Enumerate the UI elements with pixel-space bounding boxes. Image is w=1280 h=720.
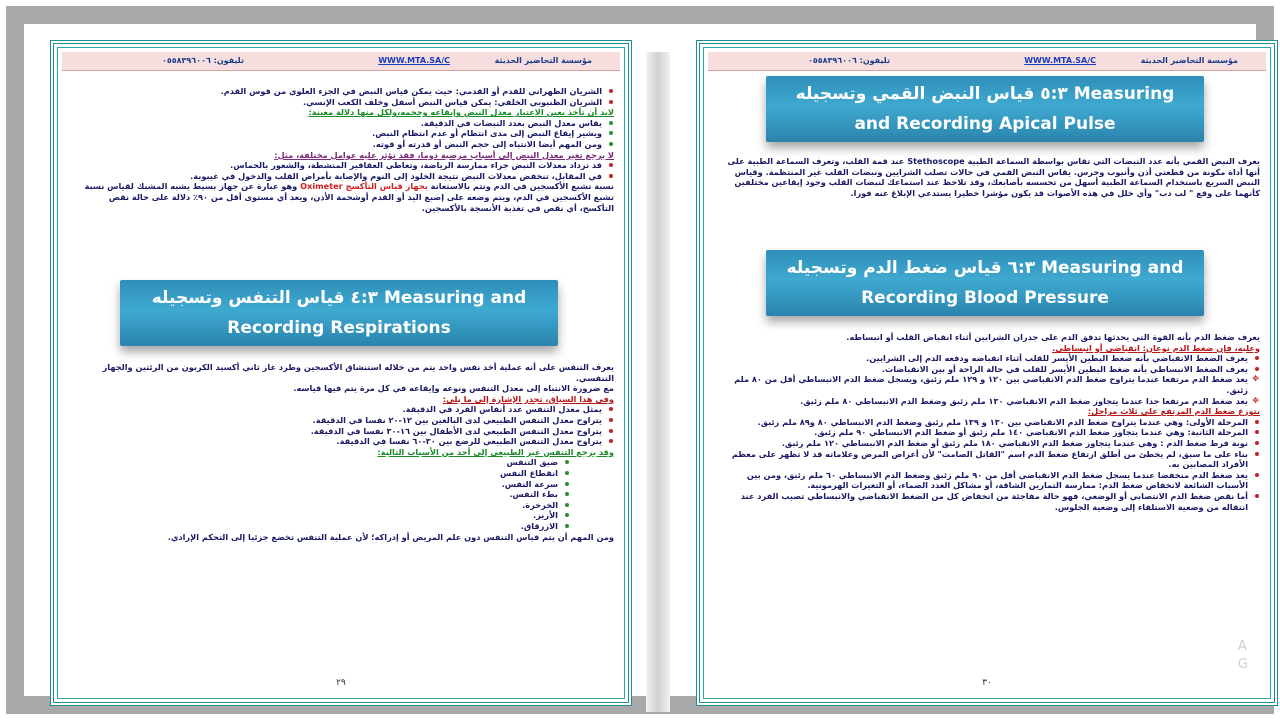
section-heading: وفي هذا السياق، تجدر الإشارة إلى ما يلي: bbox=[442, 393, 614, 404]
bp-high-list bbox=[718, 374, 1260, 406]
list-item: ✥ يعد ضغط الدم مرتفعا جدا عندما يتجاوز ضغط الدم الانقباضي ١٣٠ ملم زئبق وضغط الدم الانبساطي ٨٠ ملم زئبق. bbox=[718, 396, 1248, 407]
respirations-banner bbox=[120, 280, 558, 346]
list-item: يعرف الضغط الانبساطي بأنه ضغط البطين الأيسر للقلب في حالة الراحة أو بين الانقباضات. bbox=[718, 364, 1248, 375]
list-item: نوبة فرط ضغط الدم : وهي عندما يتجاوز ضغط الدم الانقباضي ١٨٠ ملم زئبق أو ضغط الدم الانبساطي ١٢٠ ملم زئبق. bbox=[718, 438, 1248, 449]
slide-canvas bbox=[24, 24, 1260, 696]
list-item: سرعة النفس. bbox=[72, 479, 558, 490]
list-item: الازرقاق. bbox=[72, 521, 558, 532]
list-item: بطء النفس. bbox=[72, 489, 558, 500]
page-number: ٣٠ bbox=[982, 678, 992, 688]
section-heading: لا يرجع تغير معدل النبض إلى أسباب مرضية دوما، فقد تؤثر عليه عوامل مختلفة، مثل: bbox=[274, 149, 614, 160]
apical-pulse-banner bbox=[766, 76, 1204, 142]
banner-line-1: ٦:٣ قياس ضغط الدم وتسجيله Measuring and bbox=[786, 258, 1184, 278]
list-item: الخرخرة. bbox=[72, 500, 558, 511]
bp-body bbox=[718, 332, 1260, 512]
arteries-list bbox=[72, 86, 614, 107]
slide-frame bbox=[6, 6, 1274, 714]
bp-definition: يعرف ضغط الدم بأنه القوة التي يحدثها تدفق الدم على جدران الشرايين أثناء انقباض القلب أو انبساطه. bbox=[846, 332, 1260, 342]
header-website[interactable]: WWW.MTA.SA/C bbox=[378, 56, 450, 65]
left-body-bottom bbox=[72, 362, 614, 542]
list-item: ✥ يعد ضغط الدم مرتفعا عندما يتراوح ضغط الدم الانقباضي بين ١٢٠ و ١٢٩ ملم زئبق، ويسجل ضغط الدم الانبساطي أقل من ٨٠ ملم زئبق. bbox=[718, 374, 1248, 395]
abnormal-list bbox=[72, 457, 614, 531]
banner-line-2: Recording Respirations bbox=[227, 318, 451, 338]
blood-pressure-banner bbox=[766, 250, 1204, 316]
list-item: في المقابل، تنخفض معدلات النبض نتيجة الخلود إلى النوم والإصابة بأمراض القلب والدخول في غيبوبة. bbox=[72, 171, 602, 182]
list-item: الشريان الظهراني للقدم أو القدمي: حيث يمكن قياس النبض في الجزء العلوي من قوس القدم. bbox=[72, 86, 602, 97]
page-header bbox=[708, 52, 1266, 71]
section-heading: وقد يرجع التنفس غير الطبيعي إلى أحد من الأسباب التالية: bbox=[377, 446, 614, 457]
bp-stages-list bbox=[718, 417, 1260, 512]
list-item: يتراوح معدل التنفس الطبيعي لدى البالغين بين ١٢-٢٠ نفسا في الدقيقة. bbox=[72, 415, 602, 426]
apical-paragraph: يعرف النبض القمي بأنه عدد النبضات التي تقاس بواسطة السماعة الطبية Stethoscope عند قمة القلب، وتعرف السماعة الطبية على أنها أداة مكونة من قطعتي أذن وأنبوب وجرس. يقاس النبض القمي في حالات تصلب الشرايين ونبضات القلب غير المنتظمة. وقياس النبض السريع باستخدام السماعة الطبية أسهل من تحسسه بأصابعك، وقد تلاحظ عند استماعك لنبضات القلب وجود إيقاعين مختلفين كأنهما على وقع " لب دب" وأي خلل في هذه الأصوات قد يكون مؤشرا خطيرا يستدعي الإبلاغ عنه فورا. bbox=[727, 156, 1260, 198]
header-phone: تليفون: ٠٥٥٨٣٩٦٠٠٦ bbox=[808, 56, 890, 65]
factors-list bbox=[72, 160, 614, 181]
left-body-top bbox=[72, 86, 614, 213]
list-item: يعد ضغط الدم منخفضا عندما يسجل ضغط الدم الانقباضي أقل من ٩٠ ملم زئبق وضغط الدم الانبساطي ٦٠ ملم زئبق، ومن بين الأسباب الشائعة لانخفاض ضغط الدم: ممارسة التمارين الشاقة، أو مشاكل الغدد الصماء، أو التغيرات الهرمونية. bbox=[718, 470, 1248, 491]
respiration-note: مع ضرورة الانتباه إلى معدل التنفس ونوعه وإيقاعه في كل مرة يتم فيها قياسه. bbox=[293, 383, 614, 394]
page-number: ٢٩ bbox=[336, 678, 346, 688]
list-item: يتراوح معدل التنفس الطبيعي لدى الأطفال بين ١٦-٣٠ نفسا في الدقيقة. bbox=[72, 426, 602, 437]
list-item: أما نقص ضغط الدم الانتصابي أو الوضعي، فهو حالة مفاجئة من انخفاض كل من الضغط الانقباضي والانبساطي تصيب الفرد عند انتقاله من وضعية الاستلقاء إلى وضعية الجلوس. bbox=[718, 491, 1248, 512]
right-page bbox=[696, 40, 1278, 706]
list-item: يعرف الضغط الانقباضي بأنه ضغط البطين الأيسر للقلب أثناء انقباضه ودفعه الدم إلى الشرايين. bbox=[718, 353, 1248, 364]
list-item: المرحلة الثانية: وهي عندما يتجاوز ضغط الدم الانقباضي ١٤٠ ملم زئبق أو ضغط الدم الانبساطي ٩٠ ملم زئبق. bbox=[718, 427, 1248, 438]
section-heading: لابد أن تأخذ بعين الاعتبار معدل النبض وإيقاعه وحجمه،ولكل منها دلالة معينة: bbox=[308, 107, 614, 118]
oximeter-device: بجهاز قياس التأكسج Oximeter bbox=[300, 181, 428, 192]
header-website[interactable]: WWW.MTA.SA/C bbox=[1024, 56, 1096, 65]
header-org: مؤسسة التحاضير الحديثة bbox=[494, 56, 592, 65]
list-item: بناء على ما سبق، لم يخطئ من أطلق ارتفاع ضغط الدم اسم "القاتل الصامت" لأن أعراض المرض وعلاماته قد لا تظهر على معظم الأفراد المصابين به. bbox=[718, 449, 1248, 470]
page-header bbox=[62, 52, 620, 71]
list-item: الشريان الظنبوبي الخلفي: يمكن قياس النبض أسفل وخلف الكعب الإنسي. bbox=[72, 97, 602, 108]
list-item: المرحلة الأولى: وهي عندما يتراوح ضغط الدم الانقباضي بين ١٣٠ و ١٣٩ ملم زئبق وضغط الدم الانبساطي ٨٠ و٨٩ ملم زئبق. bbox=[718, 417, 1248, 428]
section-heading: وعليه، فإن ضغط الدم نوعان: انقباضي أو انبساطي. bbox=[1052, 342, 1260, 353]
oximeter-text-2: وهو عبارة عن جهاز بسيط يشبه المشبك لقياس نسبة تشبع الأكسجين في الدم، ويتم وضعه على إصبع اليد أو القدم أوشحمة الأذن، ويعد أي مستوى أقل من ٩٠٪ دلالة على حالة نقص التأكسج، أي نقص في تغذية الأنسجة بالأكسجين. bbox=[84, 181, 614, 213]
respiration-definition: يعرف التنفس على أنه عملية أخذ نفس واحد يتم من خلاله استنشاق الأكسجين وطرد غاز ثاني أكسيد الكربون من الرئتين والجهاز التنفسي. bbox=[102, 362, 614, 383]
oximeter-paragraph bbox=[72, 181, 614, 213]
bp-types-list bbox=[718, 353, 1260, 374]
list-item: ويشير إيقاع النبض إلى مدى انتظام أو عدم انتظام النبض. bbox=[72, 128, 602, 139]
list-item: يقاس معدل النبض بعدد النبضات في الدقيقة. bbox=[72, 118, 602, 129]
rate-list bbox=[72, 118, 614, 150]
list-item: انقطاع النفس bbox=[72, 468, 558, 479]
list-item: ضيق التنفس bbox=[72, 457, 558, 468]
list-item: قد تزداد معدلات النبض جراء ممارسة الرياضة، وتعاطي العقاقير المنشطة، والشعور بالحماس. bbox=[72, 160, 602, 171]
watermark: A G bbox=[1237, 639, 1248, 672]
list-item: يمثل معدل التنفس عدد أنفاس الفرد في الدقيقة. bbox=[72, 404, 602, 415]
banner-line-1: ٤:٣ قياس التنفس وتسجيله Measuring and bbox=[151, 288, 527, 308]
left-page bbox=[50, 40, 632, 706]
section-heading: يتوزع ضغط الدم المرتفع على ثلاث مراحل: bbox=[1087, 406, 1260, 417]
apical-body bbox=[718, 156, 1260, 198]
list-item: الأزيز. bbox=[72, 510, 558, 521]
list-item: يتراوح معدل التنفس الطبيعي للرضع بين ٣٠-٦٠ نفسا في الدقيقة. bbox=[72, 436, 602, 447]
oximeter-text-1: نسبة تشبع الأكسجين في الدم وتتم بالاستعانة bbox=[430, 181, 614, 192]
closing-paragraph: ومن المهم أن يتم قياس التنفس دون علم المريض أو إدراكه؛ لأن عملية التنفس تخضع جزئيا إلى التحكم الإرادي. bbox=[167, 531, 614, 542]
banner-line-2: and Recording Apical Pulse bbox=[854, 114, 1116, 134]
banner-line-2: Recording Blood Pressure bbox=[861, 288, 1109, 308]
book-spine bbox=[646, 52, 670, 712]
header-phone: تليفون: ٠٥٥٨٣٩٦٠٠٦ bbox=[162, 56, 244, 65]
context-list bbox=[72, 404, 614, 446]
list-item: ومن المهم أيضا الانتباه إلى حجم النبض أو قدرته أو قوته. bbox=[72, 139, 602, 150]
banner-line-1: ٥:٣ قياس النبض القمي وتسجيله Measuring bbox=[795, 84, 1175, 104]
header-org: مؤسسة التحاضير الحديثة bbox=[1140, 56, 1238, 65]
